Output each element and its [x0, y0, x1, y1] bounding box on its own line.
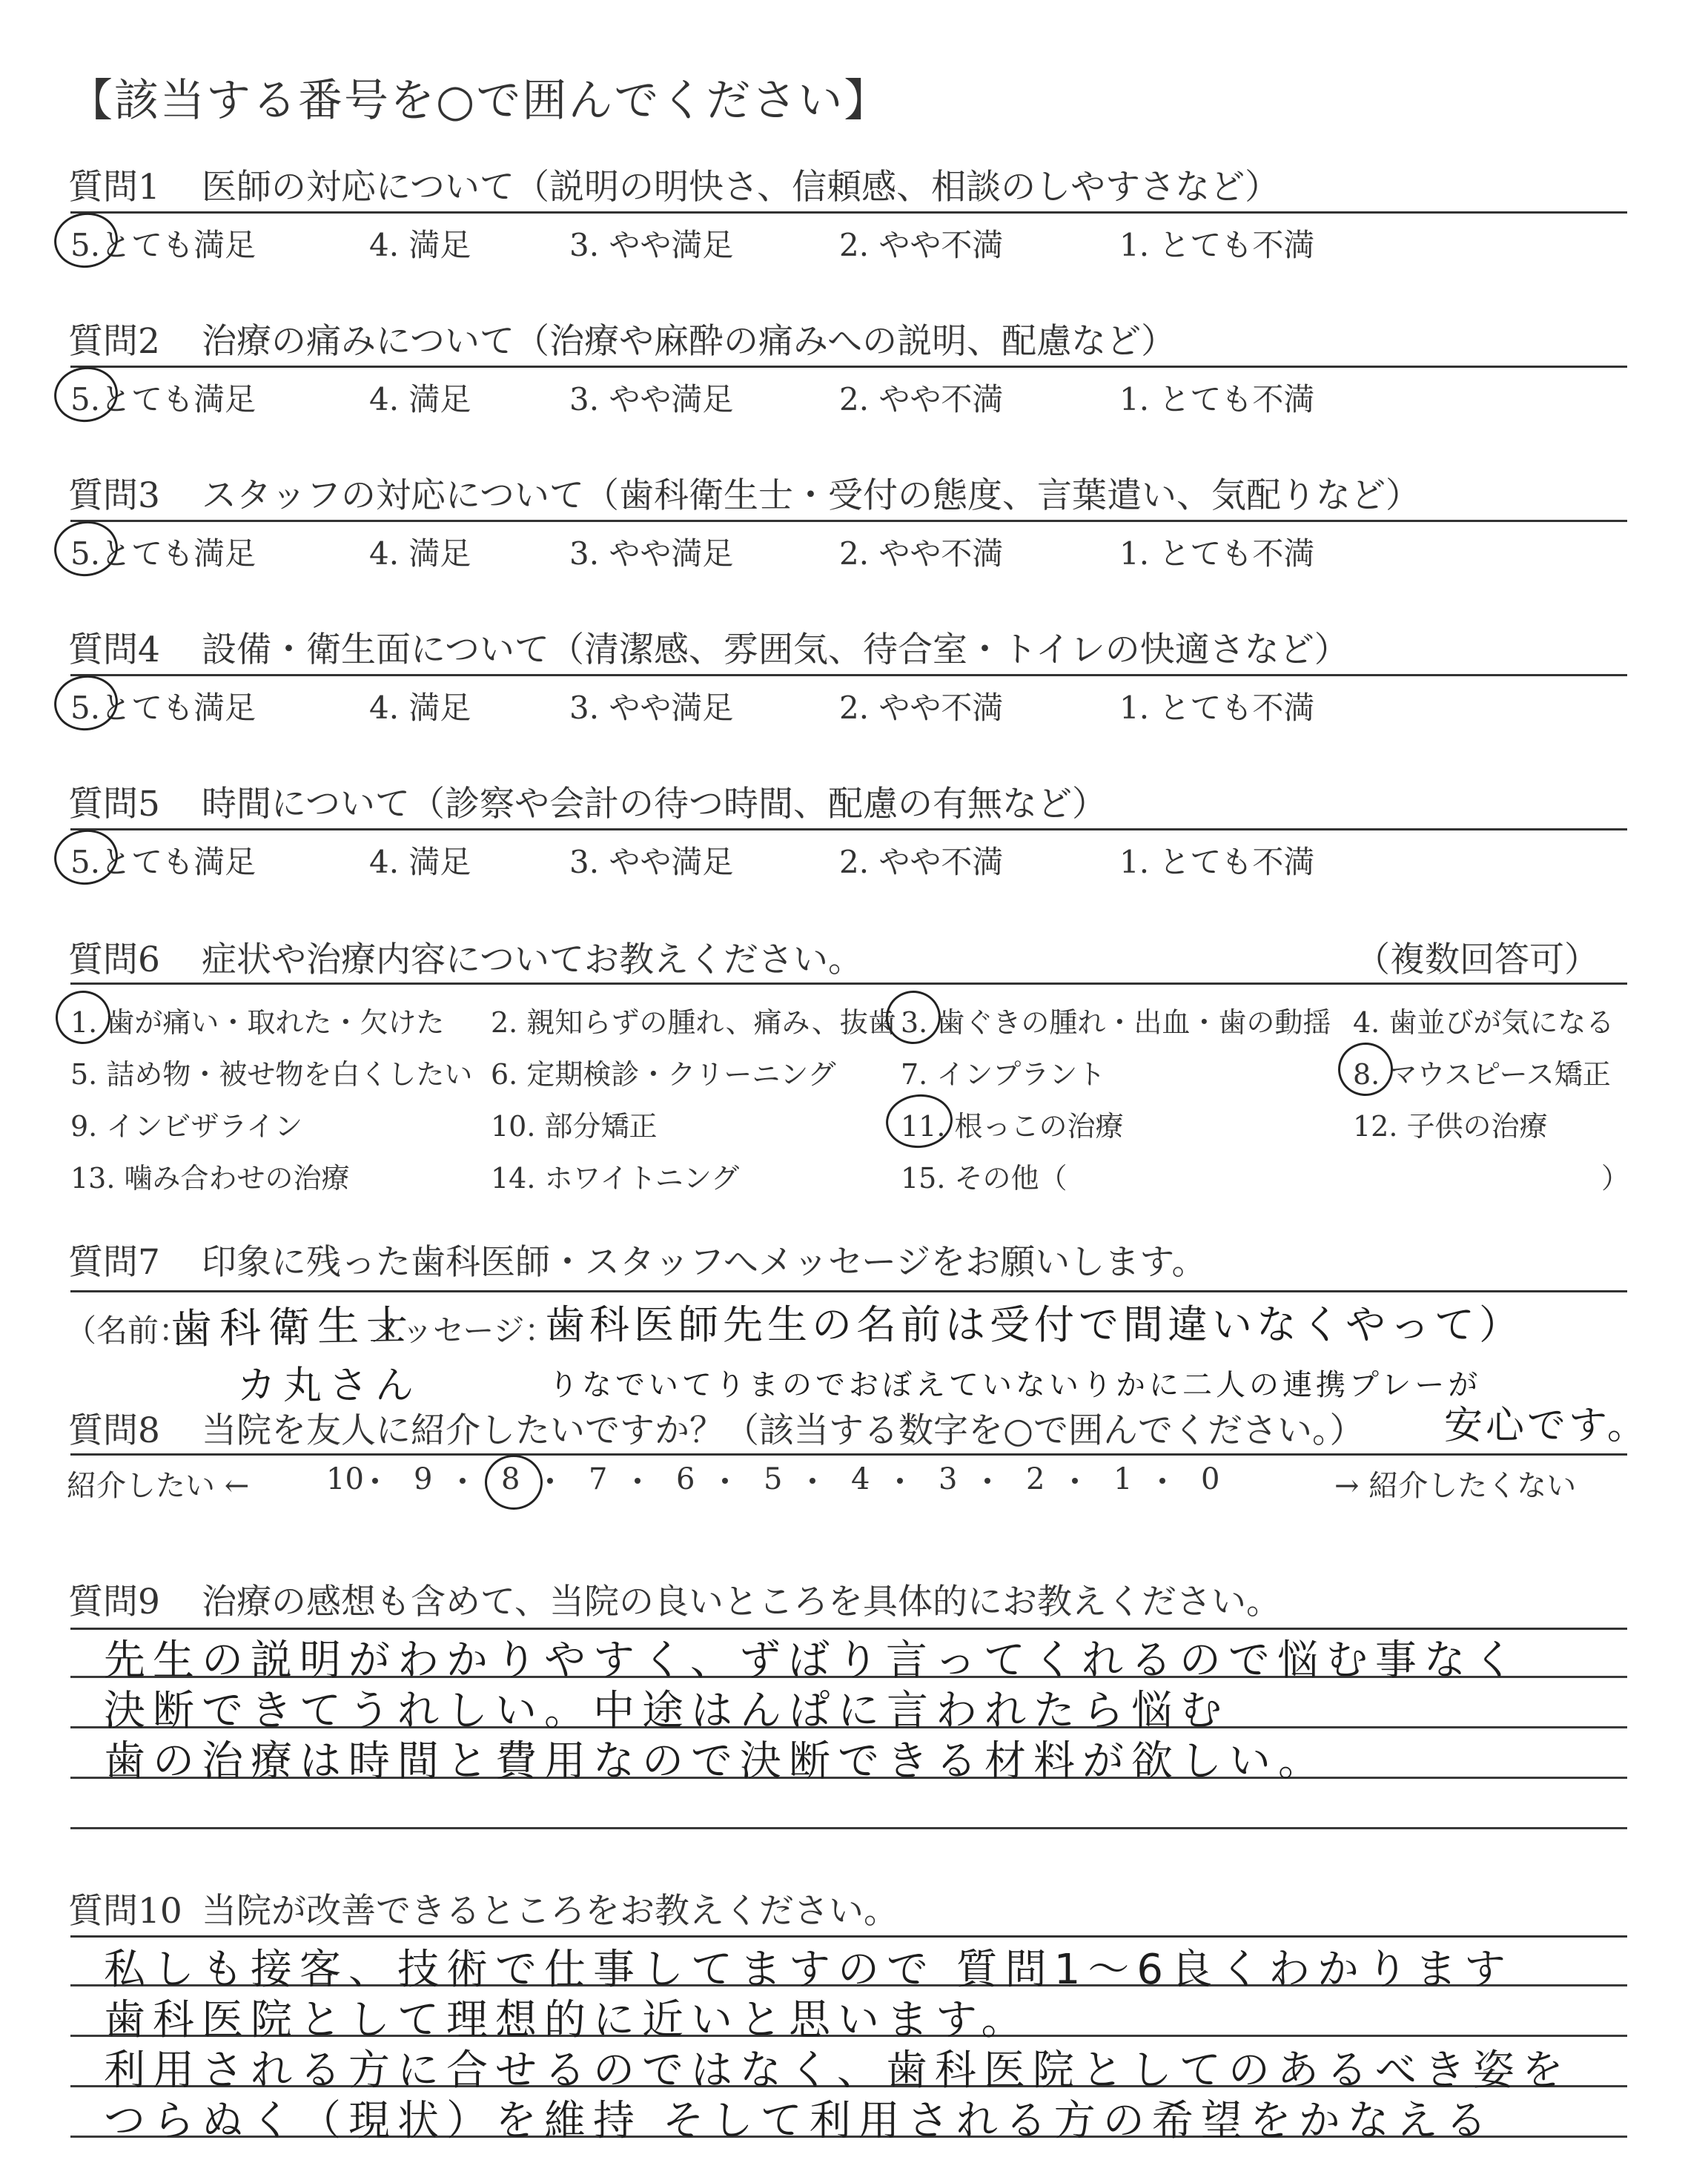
q2-option-2[interactable]: 2. やや不満	[839, 381, 1004, 417]
q1-rule	[70, 211, 1627, 214]
q6-rule	[70, 982, 1627, 985]
q3-text: スタッフの対応について（歯科衛生士・受付の態度、言葉遣い、気配りなど）	[202, 475, 1421, 516]
q3-option-5[interactable]: 5.とても満足	[70, 535, 256, 572]
q10-answer-line-4: つらぬく（現状）を維持 そして利用される方の希望をかなえる	[104, 2097, 1494, 2145]
q6-option-8[interactable]: 8. マウスピース矯正	[1353, 1058, 1611, 1091]
q5-rule	[70, 828, 1627, 830]
q6-option-2[interactable]: 2. 親知らずの腫れ、痛み、抜歯	[491, 1006, 896, 1039]
q1-option-1[interactable]: 1. とても不満	[1119, 227, 1315, 263]
q6-option-15[interactable]: 15. その他（	[901, 1162, 1068, 1195]
q6-text: 症状や治療内容についてお教えください。	[202, 939, 864, 980]
q3-option-1[interactable]: 1. とても不満	[1119, 535, 1315, 572]
q1-option-2[interactable]: 2. やや不満	[839, 227, 1004, 263]
q5-text: 時間について（診察や会計の待つ時間、配慮の有無など）	[202, 784, 1108, 825]
q4-option-5[interactable]: 5.とても満足	[70, 690, 256, 726]
q10-answer-line-1: 私しも接客、技術で仕事してますので 質問1〜6良くわかります	[104, 1946, 1514, 1994]
q1-option-5[interactable]: 5.とても満足	[70, 227, 256, 263]
q3-label: 質問3	[68, 475, 160, 516]
q2-rule	[70, 366, 1627, 368]
q9-label: 質問9	[68, 1582, 160, 1622]
q2-option-1[interactable]: 1. とても不満	[1119, 381, 1315, 417]
q8-rule	[70, 1453, 1627, 1456]
q8-scale-3[interactable]: 3	[939, 1462, 958, 1496]
q6-option-6[interactable]: 6. 定期検診・クリーニング	[491, 1058, 836, 1091]
q4-option-1[interactable]: 1. とても不満	[1119, 690, 1315, 726]
q8-scale-1[interactable]: 1	[1113, 1462, 1133, 1496]
q6-label: 質問6	[68, 939, 160, 980]
q8-scale-9[interactable]: 9	[414, 1462, 433, 1496]
q3-option-2[interactable]: 2. やや不満	[839, 535, 1004, 572]
q8-scale-dot	[897, 1478, 903, 1484]
q10-answer-line-2: 歯科医院として理想的に近いと思います。	[104, 1996, 1030, 2044]
q8-scale-6[interactable]: 6	[676, 1462, 695, 1496]
q5-option-4[interactable]: 4. 満足	[369, 844, 471, 880]
q8-scale-dot	[372, 1478, 378, 1484]
q8-scale-dot	[460, 1478, 466, 1484]
q6-option-10[interactable]: 10. 部分矯正	[491, 1110, 658, 1143]
q2-option-4[interactable]: 4. 満足	[369, 381, 471, 417]
q1-option-4[interactable]: 4. 満足	[369, 227, 471, 263]
q5-option-3[interactable]: 3. やや満足	[569, 844, 734, 880]
q4-rule	[70, 674, 1627, 676]
q6-option-14[interactable]: 14. ホワイトニング	[491, 1162, 740, 1195]
q6-option-11[interactable]: 11. 根っこの治療	[901, 1110, 1124, 1143]
q10-answer-line-3: 利用される方に合せるのではなく、歯科医院としてのあるべき姿を	[104, 2047, 1571, 2095]
q4-text: 設備・衛生面について（清潔感、雰囲気、待合室・トイレの快適さなど）	[202, 630, 1349, 670]
q8-scale-5[interactable]: 5	[764, 1462, 783, 1496]
q7-text: 印象に残った歯科医師・スタッフへメッセージをお願いします。	[202, 1242, 1207, 1283]
q6-option-3[interactable]: 3. 歯ぐきの腫れ・出血・歯の動揺	[901, 1006, 1331, 1039]
q8-scale-0[interactable]: 0	[1201, 1462, 1220, 1496]
q4-label: 質問4	[68, 630, 160, 670]
q9-ruled-line	[70, 1827, 1627, 1829]
q5-option-5[interactable]: 5.とても満足	[70, 844, 256, 880]
q8-scale-4[interactable]: 4	[851, 1462, 870, 1496]
q8-scale-left: 紹介したい ←	[67, 1469, 250, 1503]
q2-label: 質問2	[68, 321, 160, 362]
q8-scale-dot	[1159, 1478, 1165, 1484]
q4-option-3[interactable]: 3. やや満足	[569, 690, 734, 726]
q8-scale-dot	[547, 1478, 553, 1484]
q7-name-handwritten-2: カ丸さん	[237, 1364, 422, 1408]
q3-option-3[interactable]: 3. やや満足	[569, 535, 734, 572]
q8-handwritten-note: 安心です。	[1444, 1404, 1649, 1448]
q2-text: 治療の痛みについて（治療や麻酔の痛みへの説明、配慮など）	[202, 321, 1176, 362]
q8-selected-circle	[485, 1455, 543, 1510]
q6-option-13[interactable]: 13. 噛み合わせの治療	[70, 1162, 350, 1195]
q10-label: 質問10	[68, 1891, 182, 1932]
q8-scale-8[interactable]: 8	[501, 1462, 520, 1496]
page-header: 【該当する番号を○で囲んでください】	[68, 75, 890, 127]
q8-scale-dot	[1072, 1478, 1078, 1484]
q1-label: 質問1	[68, 167, 160, 208]
q7-label: 質問7	[68, 1242, 160, 1283]
q3-option-4[interactable]: 4. 満足	[369, 535, 471, 572]
q9-text: 治療の感想も含めて、当院の良いところを具体的にお教えください。	[202, 1582, 1282, 1622]
q4-option-2[interactable]: 2. やや不満	[839, 690, 1004, 726]
q10-text: 当院が改善できるところをお教えください。	[202, 1891, 898, 1932]
q7-name-label: （名前：	[65, 1312, 191, 1349]
q8-scale-7[interactable]: 7	[589, 1462, 608, 1496]
q9-answer-line-3: 歯の治療は時間と費用なので決断できる材料が欲しい。	[104, 1737, 1327, 1786]
q6-option-5[interactable]: 5. 詰め物・被せ物を白くしたい	[70, 1058, 473, 1091]
q5-label: 質問5	[68, 784, 160, 825]
q5-option-2[interactable]: 2. やや不満	[839, 844, 1004, 880]
q6-option-4[interactable]: 4. 歯並びが気になる	[1353, 1006, 1615, 1039]
q7-message-label: メッセージ：	[371, 1312, 556, 1349]
q8-scale-dot	[635, 1478, 640, 1484]
q5-option-1[interactable]: 1. とても不満	[1119, 844, 1315, 880]
q8-scale-10[interactable]: 10	[326, 1462, 364, 1496]
q7-message-handwritten-2: りなでいてりまのでおぼえていないりかに二人の連携プレーが	[549, 1368, 1482, 1402]
q1-text: 医師の対応について（説明の明快さ、信頼感、相談のしやすさなど）	[202, 167, 1280, 208]
q8-scale-right: → 紹介したくない	[1334, 1469, 1577, 1503]
q8-label: 質問8	[68, 1410, 160, 1451]
q4-option-4[interactable]: 4. 満足	[369, 690, 471, 726]
q7-rule	[70, 1290, 1627, 1292]
q2-option-3[interactable]: 3. やや満足	[569, 381, 734, 417]
q9-answer-line-1: 先生の説明がわかりやすく、ずばり言ってくれるので悩む事なく	[104, 1636, 1522, 1685]
q8-scale-dot	[810, 1478, 815, 1484]
q9-answer-line-2: 決断できてうれしい。中途はんぱに言われたら悩む	[104, 1687, 1229, 1735]
q6-note: （複数回答可）	[1355, 939, 1599, 980]
q6-option-12[interactable]: 12. 子供の治療	[1353, 1110, 1548, 1143]
q6-option-9[interactable]: 9. インビザライン	[70, 1110, 303, 1143]
q8-text: 当院を友人に紹介したいですか？（該当する数字を○で囲んでください。）	[202, 1410, 1365, 1451]
q7-name-handwritten: 歯科衛生士	[170, 1301, 416, 1354]
q6-option-7[interactable]: 7. インプラント	[901, 1058, 1106, 1091]
q8-scale-dot	[722, 1478, 728, 1484]
q6-option-16[interactable]: ）	[1601, 1162, 1630, 1195]
q2-option-5[interactable]: 5.とても満足	[70, 381, 256, 417]
q1-option-3[interactable]: 3. やや満足	[569, 227, 734, 263]
q3-rule	[70, 520, 1627, 522]
q6-option-1[interactable]: 1. 歯が痛い・取れた・欠けた	[70, 1006, 445, 1039]
q8-scale-dot	[984, 1478, 990, 1484]
q8-scale-2[interactable]: 2	[1026, 1462, 1045, 1496]
q7-message-handwritten-1: 歯科医師先生の名前は受付で間違いなくやって）	[545, 1301, 1523, 1348]
